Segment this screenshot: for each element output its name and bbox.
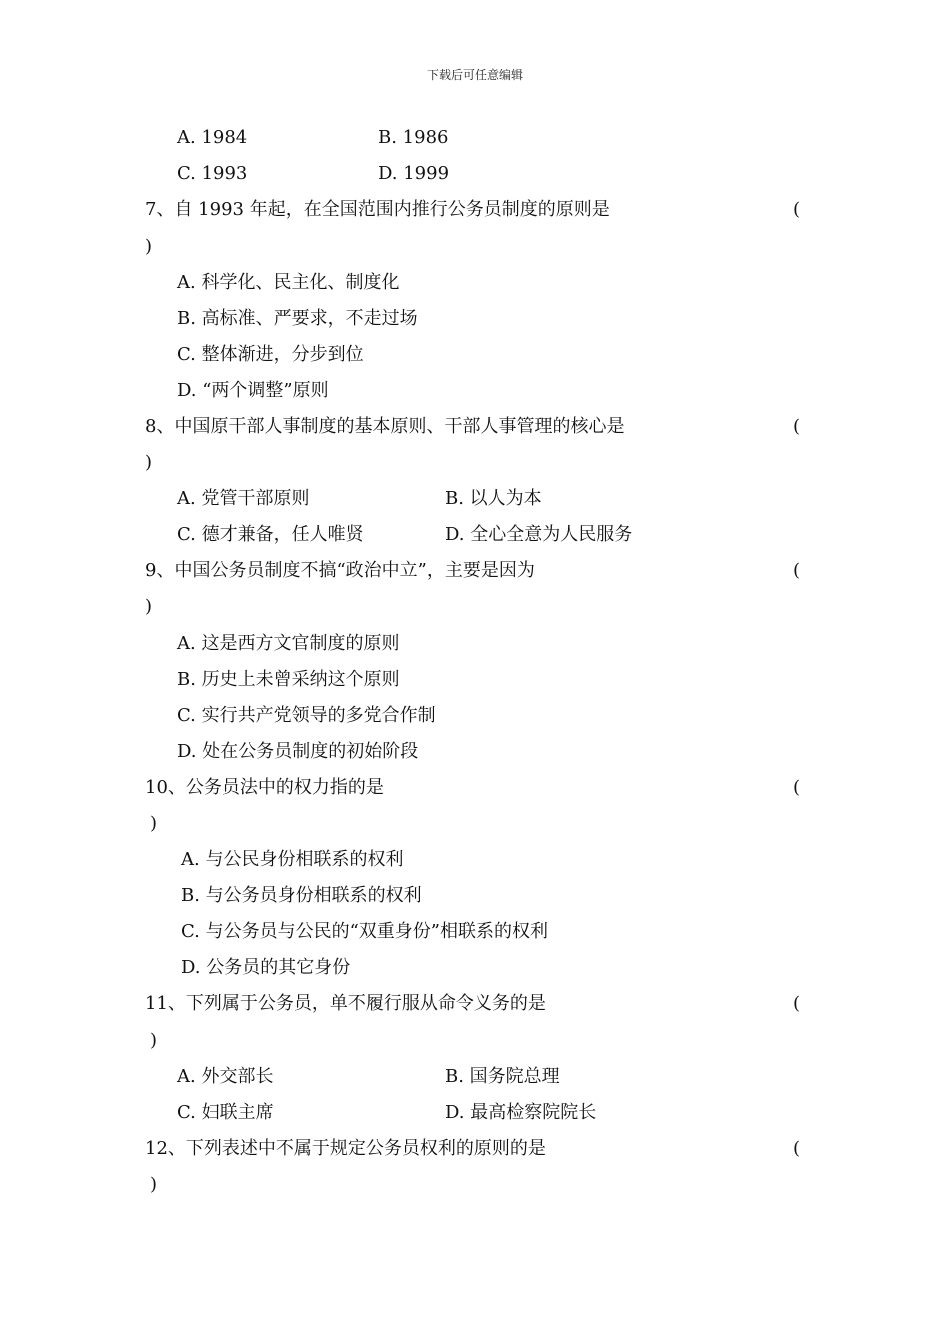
option-c: C. 实行共产党领导的多党合作制 xyxy=(177,705,436,726)
option-d: D. 公务员的其它身份 xyxy=(181,957,351,978)
option-a: A. 这是西方文官制度的原则 xyxy=(177,633,400,654)
answer-paren-open: ( xyxy=(793,1138,801,1159)
question-stem: 9、中国公务员制度不搞“政治中立”，主要是因为 xyxy=(145,560,535,581)
option-b: B. 高标准、严要求，不走过场 xyxy=(177,308,418,329)
option-d: D. 最高检察院院长 xyxy=(445,1102,597,1123)
option-c: C. 整体渐进，分步到位 xyxy=(177,344,364,365)
option-d: D. 处在公务员制度的初始阶段 xyxy=(177,741,419,762)
option-a: A. 外交部长 xyxy=(177,1066,274,1087)
option-d: D. “两个调整”原则 xyxy=(177,380,329,401)
answer-paren-close: ) xyxy=(145,596,153,617)
option-a: A. 党管干部原则 xyxy=(177,488,310,509)
option-b: B. 历史上未曾采纳这个原则 xyxy=(177,669,400,690)
answer-paren-close: ) xyxy=(150,813,158,834)
question-stem: 10、公务员法中的权力指的是 xyxy=(145,777,384,798)
option-c: C. 1993 xyxy=(177,163,248,184)
option-b: B. 与公务员身份相联系的权利 xyxy=(181,885,422,906)
answer-paren-close: ) xyxy=(145,236,153,257)
option-d: D. 全心全意为人民服务 xyxy=(445,524,633,545)
option-d: D. 1999 xyxy=(378,163,450,184)
answer-paren-close: ) xyxy=(150,1030,158,1051)
answer-paren-open: ( xyxy=(793,777,801,798)
answer-paren-open: ( xyxy=(793,416,801,437)
answer-paren-open: ( xyxy=(793,199,801,220)
question-stem: 12、下列表述中不属于规定公务员权利的原则的是 xyxy=(145,1138,546,1159)
answer-paren-open: ( xyxy=(793,560,801,581)
option-a: A. 科学化、民主化、制度化 xyxy=(177,272,400,293)
option-b: B. 国务院总理 xyxy=(445,1066,560,1087)
answer-paren-close: ) xyxy=(150,1174,158,1195)
option-b: B. 以人为本 xyxy=(445,488,542,509)
answer-paren-close: ) xyxy=(145,452,153,473)
option-a: A. 与公民身份相联系的权利 xyxy=(181,849,404,870)
option-c: C. 德才兼备，任人唯贤 xyxy=(177,524,364,545)
answer-paren-open: ( xyxy=(793,993,801,1014)
question-stem: 11、下列属于公务员，单不履行服从命令义务的是 xyxy=(145,993,546,1014)
option-c: C. 与公务员与公民的“双重身份”相联系的权利 xyxy=(181,921,548,942)
option-b: B. 1986 xyxy=(378,127,449,148)
question-stem: 8、中国原干部人事制度的基本原则、干部人事管理的核心是 xyxy=(145,416,625,437)
option-c: C. 妇联主席 xyxy=(177,1102,274,1123)
question-stem: 7、自 1993 年起，在全国范围内推行公务员制度的原则是 xyxy=(145,199,610,220)
option-a: A. 1984 xyxy=(177,127,248,148)
page-header: 下载后可任意编辑 xyxy=(426,68,523,82)
